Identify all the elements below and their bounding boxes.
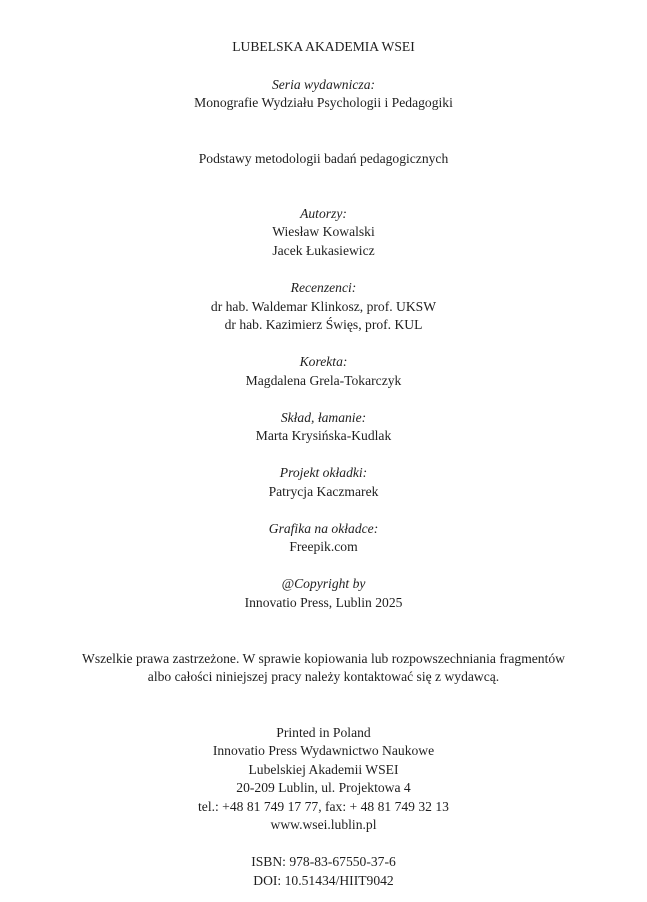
- proofreading-value: Magdalena Grela-Tokarczyk: [245, 373, 402, 388]
- cover-design-value: Patrycja Kaczmarek: [268, 484, 379, 499]
- author-name: Jacek Łukasiewicz: [272, 243, 375, 258]
- publisher-header: LUBELSKA AKADEMIA WSEI: [232, 39, 415, 54]
- copyright-label: @Copyright by: [281, 576, 366, 591]
- book-title: Podstawy metodologii badań pedagogicznych: [198, 151, 449, 166]
- imprint-line: tel.: +48 81 749 17 77, fax: + 48 81 749 32 13: [198, 799, 449, 814]
- isbn: ISBN: 978-83-67550-37-6: [251, 854, 396, 869]
- typesetting-label: Skład, łamanie:: [280, 410, 367, 425]
- proofreading-label: Korekta:: [299, 354, 348, 369]
- imprint-line: Innovatio Press Wydawnictwo Naukowe: [212, 743, 435, 758]
- imprint-line: 20-209 Lublin, ul. Projektowa 4: [236, 780, 411, 795]
- series-value: Monografie Wydziału Psychologii i Pedagogiki: [194, 95, 453, 110]
- reviewers-label: Recenzenci:: [290, 280, 357, 295]
- reviewer-name: dr hab. Kazimierz Święs, prof. KUL: [224, 317, 423, 332]
- rights-notice-line: Wszelkie prawa zastrzeżone. W sprawie kopiowania lub rozpowszechniania fragmentów: [81, 651, 565, 666]
- author-name: Wiesław Kowalski: [272, 224, 375, 239]
- reviewer-name: dr hab. Waldemar Klinkosz, prof. UKSW: [210, 299, 437, 314]
- cover-graphics-value: Freepik.com: [289, 539, 358, 554]
- series-label: Seria wydawnicza:: [271, 77, 376, 92]
- rights-notice-line: albo całości niniejszej pracy należy kontaktować się z wydawcą.: [147, 669, 500, 684]
- imprint-line: Lubelskiej Akademii WSEI: [248, 762, 399, 777]
- typesetting-value: Marta Krysińska-Kudlak: [255, 428, 392, 443]
- cover-design-label: Projekt okładki:: [279, 465, 368, 480]
- imprint-line: Printed in Poland: [276, 725, 371, 740]
- cover-graphics-label: Grafika na okładce:: [268, 521, 379, 536]
- copyright-value: Innovatio Press, Lublin 2025: [244, 595, 403, 610]
- authors-label: Autorzy:: [300, 206, 347, 221]
- doi: DOI: 10.51434/HIIT9042: [253, 873, 394, 888]
- imprint-line: www.wsei.lublin.pl: [270, 817, 377, 832]
